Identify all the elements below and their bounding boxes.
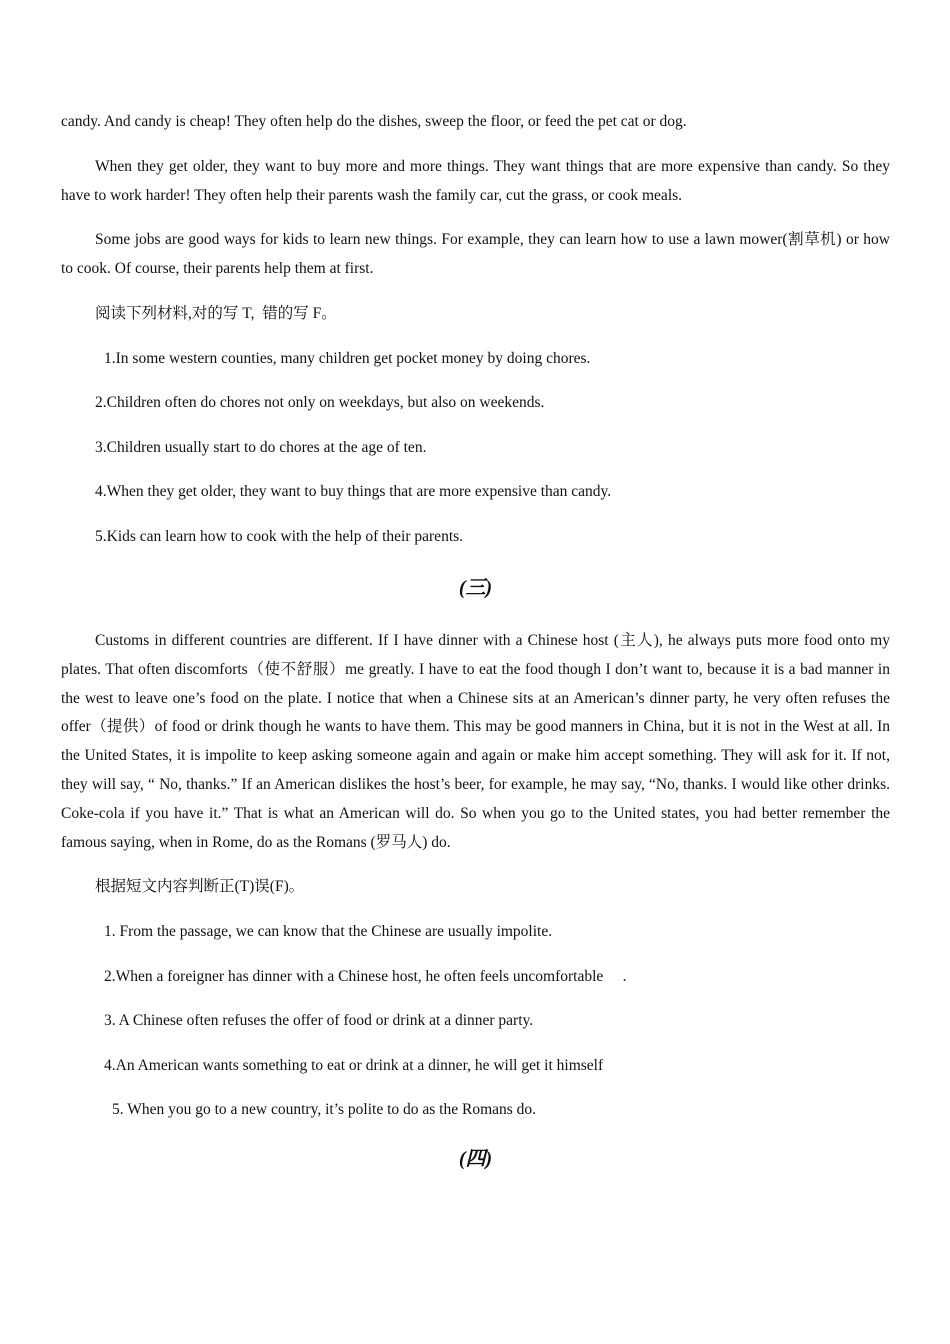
passage2-instruction: 阅读下列材料,对的写 T, 错的写 F。 [95, 304, 337, 322]
section-3-question-1: 1. From the passage, we can know that the Chinese are usually impolite. [104, 922, 553, 940]
passage2-question-5: 5.Kids can learn how to cook with the help of their parents. [95, 527, 464, 545]
section-3-question-4: 4.An American wants something to eat or drink at a dinner, he will get it himself [104, 1056, 604, 1074]
section-4-heading: (四) [458, 1148, 493, 1171]
section-3-instruction: 根据短文内容判断正(T)误(F)。 [95, 878, 305, 896]
section-3-question-2: 2.When a foreigner has dinner with a Chinese host, he often feels uncomfortable . [104, 967, 627, 985]
passage2-paragraph-3: Some jobs are good ways for kids to learn new things. For example, they can learn how to use a lawn mower(割草机) or how to cook. Of course, their parents help them at first. [61, 231, 890, 278]
section-3-question-3: 3. A Chinese often refuses the offer of food or drink at a dinner party. [104, 1012, 534, 1030]
passage2-question-1: 1.In some western counties, many children get pocket money by doing chores. [104, 349, 591, 367]
passage2-question-2: 2.Children often do chores not only on weekdays, but also on weekends. [95, 394, 545, 412]
passage2-paragraph-1: candy. And candy is cheap! They often help do the dishes, sweep the floor, or feed the pet cat or dog. [61, 113, 687, 130]
passage2-paragraph-2: When they get older, they want to buy more and more things. They want things that are more expensive than candy. So they have to work harder! They often help their parents wash the family car, cut the grass, or cook meals. [61, 157, 890, 204]
passage2-question-4: 4.When they get older, they want to buy things that are more expensive than candy. [95, 483, 612, 501]
section-3-question-5: 5. When you go to a new country, it’s polite to do as the Romans do. [112, 1101, 537, 1119]
document-page [61, 108, 890, 1174]
passage2-question-3: 3.Children usually start to do chores at the age of ten. [95, 438, 427, 456]
section-3-heading: (三) [458, 576, 493, 599]
section-3-passage: Customs in different countries are different. If I have dinner with a Chinese host (主人), he always puts more food onto my plates. That often discomforts（使不舒服）me greatly. I have to eat the food though I don’t want to, because it is a bad manner in the west to leave one’s food on the plate. I notice that when a Chinese sits at an American’s dinner party, he very often refuses the offer（提供）of food or drink though he wants to have them. This may be good manners in China, but it is not in the West at all. In the United States, it is impolite to keep asking someone again and again or make him accept something. They will ask for it. If not, they will say, “ No, thanks.” If an American dislikes the host’s beer, for example, he may say, “No, thanks. I would like other drinks. Coke-cola if you have it.” That is what an American will do. So when you go to the United states, you had better remember the famous saying, when in Rome, do as the Romans (罗马人) do. [61, 631, 890, 851]
